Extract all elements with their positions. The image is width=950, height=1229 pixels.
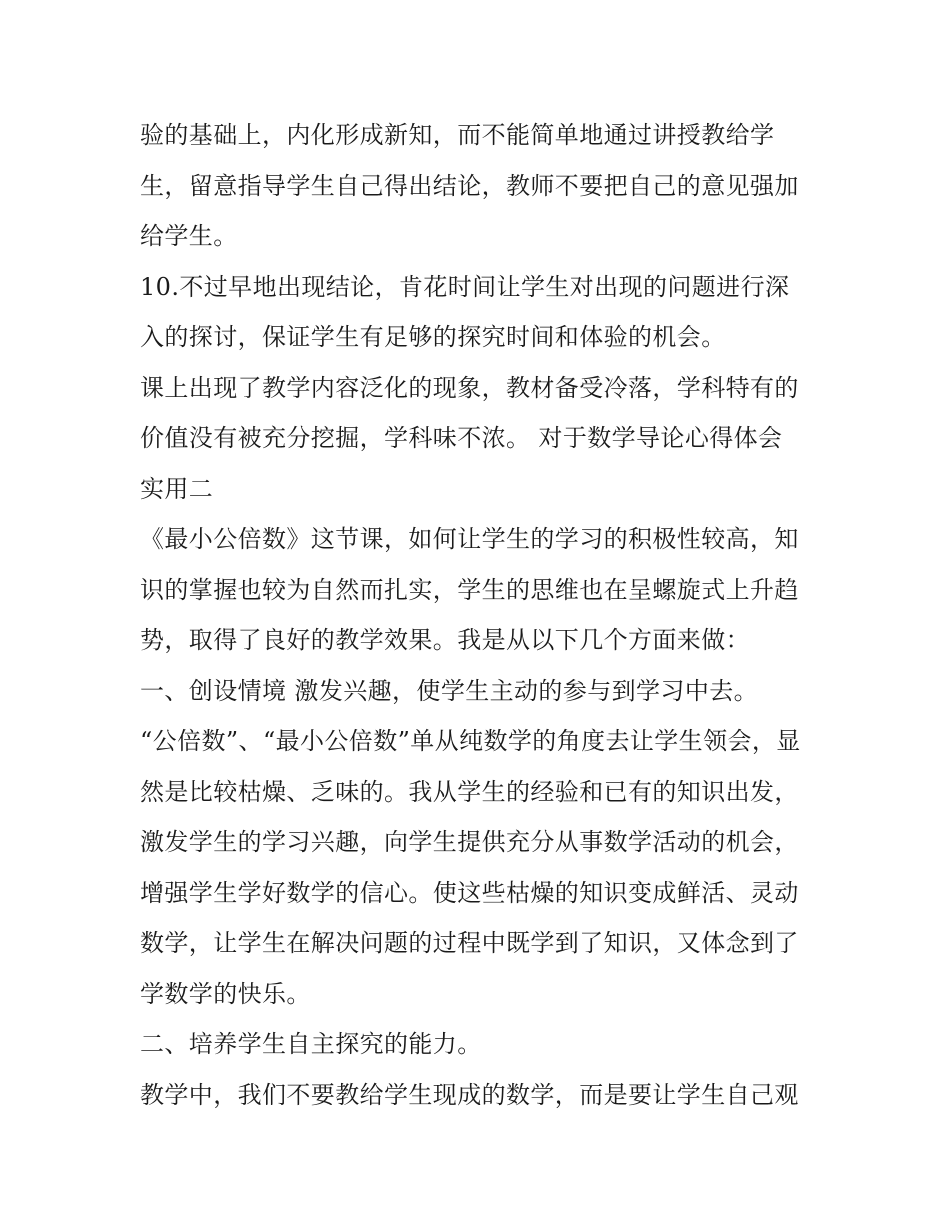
text-line: 《最小公倍数》这节课，如何让学生的学习的积极性较高，知 [140, 525, 799, 553]
text-line: 价值没有被充分挖掘，学科味不浓。 对于数学导论心得体会 [140, 424, 783, 452]
text-line: 10.不过早地出现结论，肯花时间让学生对出现的问题进行深 [140, 272, 790, 301]
text-line: 验的基础上，内化形成新知，而不能简单地通过讲授教给学 [140, 121, 775, 149]
body-text [140, 110, 820, 1120]
text-line: 课上出现了教学内容泛化的现象，教材备受冷落，学科特有的 [140, 373, 799, 402]
text-line: “公倍数”、“最小公倍数”单从纯数学的角度去让学生领会，显 [140, 727, 801, 755]
text-line: 实用二 [140, 474, 214, 503]
text-line: 势，取得了良好的教学效果。我是从以下几个方面来做： [140, 626, 750, 654]
text-line: 给学生。 [140, 222, 238, 250]
text-line: 数学，让学生在解决问题的过程中既学到了知识，又体念到了 [140, 929, 799, 957]
text-line: 识的掌握也较为自然而扎实，学生的思维也在呈螺旋式上升趋 [140, 575, 799, 604]
text-line: 然是比较枯燥、乏味的。我从学生的经验和已有的知识出发， [140, 777, 799, 806]
text-line: 学数学的快乐。 [140, 979, 311, 1008]
text-line: 生，留意指导学生自己得出结论，教师不要把自己的意见强加 [140, 171, 799, 200]
text-line: 二、培养学生自主探究的能力。 [140, 1030, 482, 1058]
text-line: 教学中，我们不要教给学生现成的数学，而是要让学生自己观 [140, 1080, 799, 1109]
text-line: 增强学生学好数学的信心。使这些枯燥的知识变成鲜活、灵动 [140, 878, 799, 907]
text-line: 一、创设情境 激发兴趣，使学生主动的参与到学习中去。 [140, 676, 759, 705]
text-line: 入的探讨，保证学生有足够的探究时间和体验的机会。 [140, 323, 726, 351]
text-line: 激发学生的学习兴趣，向学生提供充分从事数学活动的机会， [140, 828, 799, 856]
